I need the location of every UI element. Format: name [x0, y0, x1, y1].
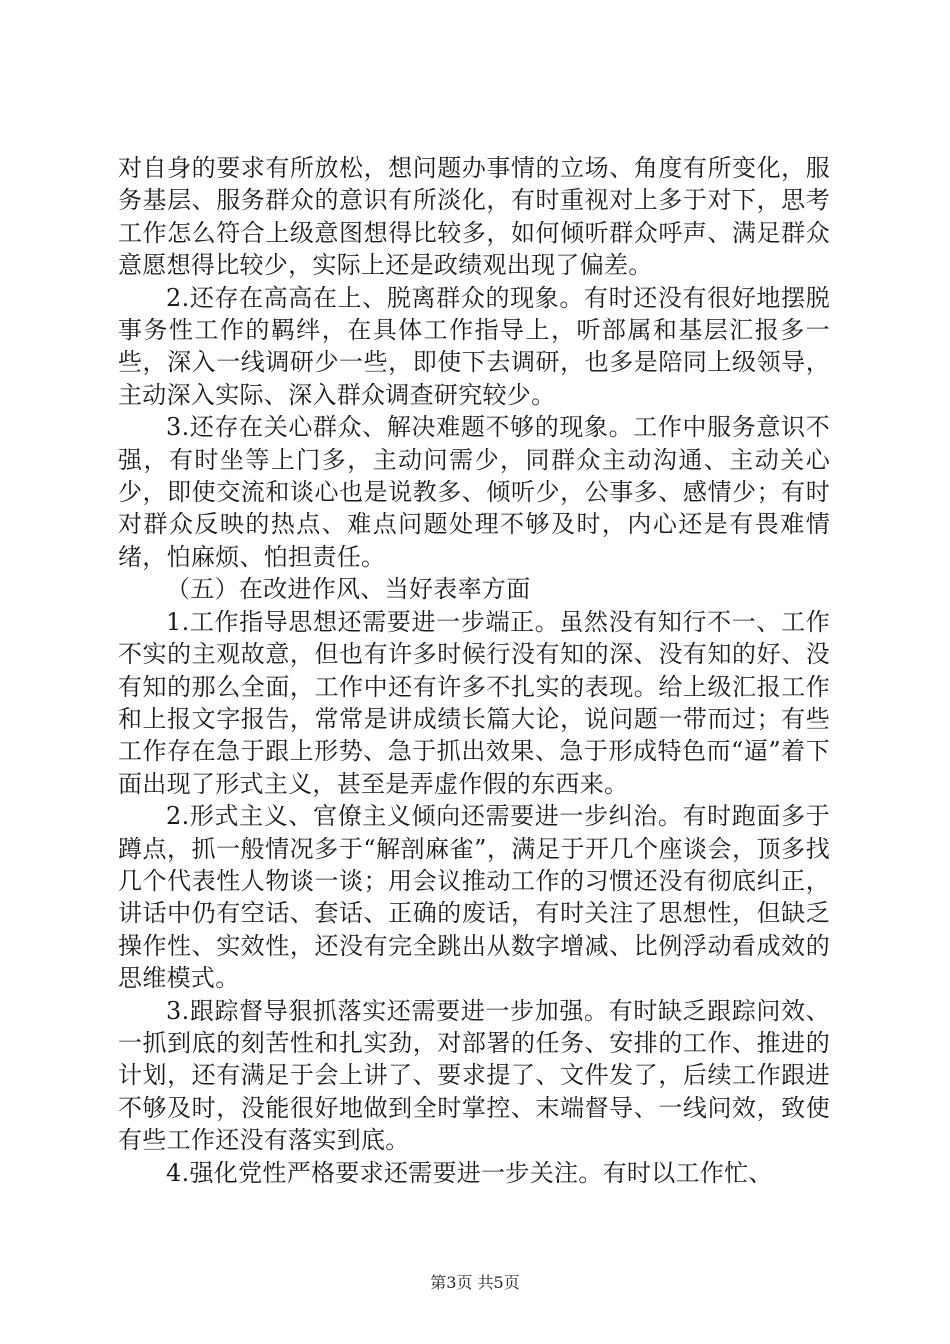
paragraph: 3.还存在关心群众、解决难题不够的现象。工作中服务意识不强，有时坐等上门多，主动问需少，同群众主动沟通、主动关心少，即使交流和谈心也是说教多、倾听少，公事多、感情少；有时对群众反映的热点、难点问题处理不够及时，内心还是有畏难情绪，怕麻烦、怕担责任。: [118, 413, 830, 571]
document-body: [118, 152, 830, 1189]
paragraph: 4.强化党性严格要求还需要进一步关注。有时以工作忙、: [166, 1158, 773, 1187]
paragraph: 1.工作指导思想还需要进一步端正。虽然没有知行不一、工作不实的主观故意，但也有许多时候行没有知的深、没有知的好、没有知的那么全面，工作中还有许多不扎实的表现。给上级汇报工作和上报文字报告，常常是讲成绩长篇大论，说问题一带而过；有些工作存在急于跟上形势、急于抓出效果、急于形成特色而“逼”着下面出现了形式主义，甚至是弄虚作假的东西来。: [118, 607, 830, 798]
paragraph: 2.形式主义、官僚主义倾向还需要进一步纠治。有时跑面多于蹲点，抓一般情况多于“解剖麻雀”，满足于开几个座谈会，顶多找几个代表性人物谈一谈；用会议推动工作的习惯还没有彻底纠正，讲话中仍有空话、套话、正确的废话，有时关注了思想性，但缺乏操作性、实效性，还没有完全跳出从数字增减、比例浮动看成效的思维模式。: [118, 802, 830, 993]
page-number-footer: 第3页 共5页: [430, 1273, 520, 1292]
paragraph: 3.跟踪督导狠抓落实还需要进一步加强。有时缺乏跟踪问效、一抓到底的刻苦性和扎实劲，对部署的任务、安排的工作、推进的计划，还有满足于会上讲了、要求提了、文件发了，后续工作跟进不够及时，没能很好地做到全时掌控、末端督导、一线问效，致使有些工作还没有落实到底。: [118, 996, 830, 1155]
section-heading: （五）在改进作风、当好表率方面: [166, 575, 531, 604]
paragraph: 对自身的要求有所放松，想问题办事情的立场、角度有所变化，服务基层、服务群众的意识有所淡化，有时重视对上多于对下，思考工作怎么符合上级意图想得比较多，如何倾听群众呼声、满足群众意愿想得比较少，实际上还是政绩观出现了偏差。: [118, 154, 830, 280]
paragraph: 2.还存在高高在上、脱离群众的现象。有时还没有很好地摆脱事务性工作的羁绊，在具体工作指导上，听部属和基层汇报多一些，深入一线调研少一些，即使下去调研，也多是陪同上级领导，主动深入实际、深入群众调查研究较少。: [118, 283, 830, 409]
